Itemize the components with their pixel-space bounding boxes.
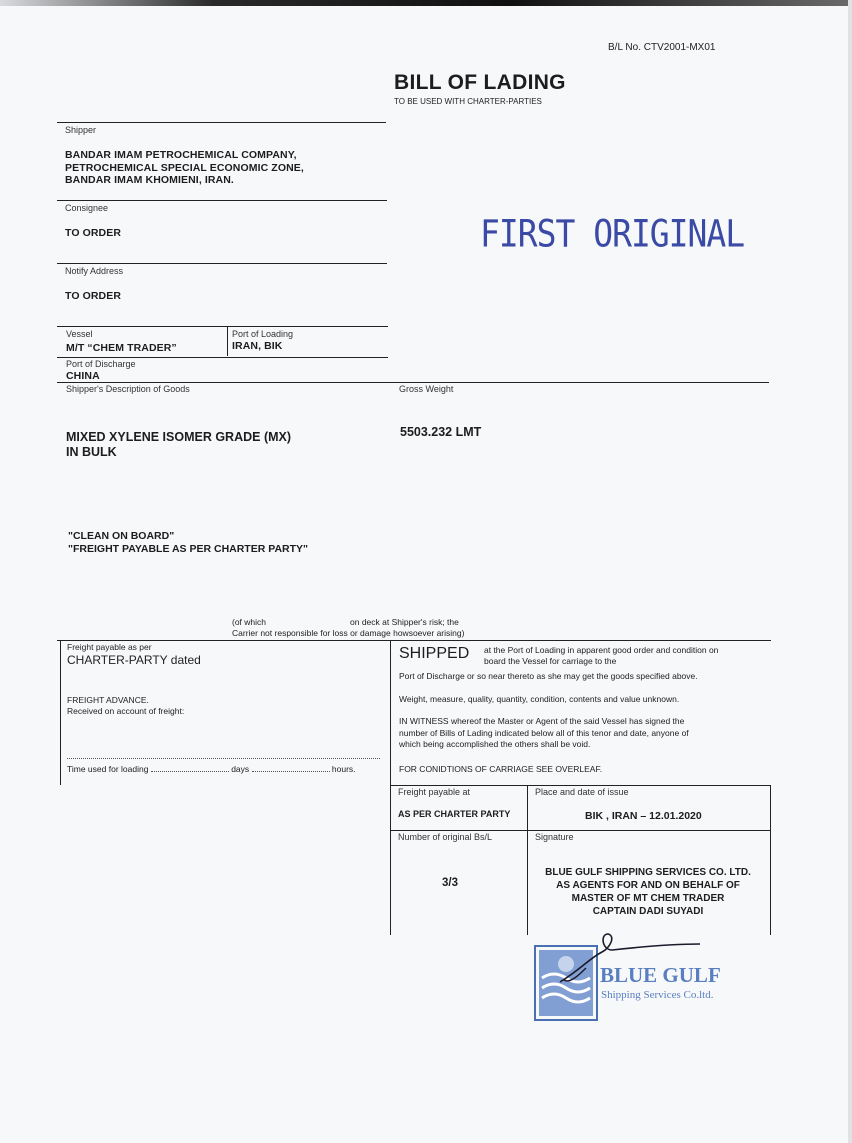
goods-label: Shipper's Description of Goods (66, 384, 190, 394)
divider (390, 640, 391, 935)
deck-note-on-deck: on deck at Shipper's risk; the (350, 617, 459, 627)
vessel-value: M/T “CHEM TRADER” (66, 342, 177, 354)
conditions-text: FOR CONIDTIONS OF CARRIAGE SEE OVERLEAF. (399, 764, 603, 774)
signature-text: BLUE GULF SHIPPING SERVICES CO. LTD. AS AGENTS FOR AND ON BEHALF OF MASTER OF MT CHEM TRADER CAPTAIN DADI SUYADI (545, 867, 751, 917)
divider (227, 326, 228, 356)
gross-weight-value: 5503.232 LMT (400, 425, 482, 439)
divider (57, 122, 386, 123)
divider (390, 785, 771, 786)
shipper-value: BANDAR IMAM PETROCHEMICAL COMPANY, PETROCHEMICAL SPECIAL ECONOMIC ZONE, BANDAR IMAM KHOMIENI, IRAN. (65, 149, 304, 186)
clauses: "CLEAN ON BOARD" "FREIGHT PAYABLE AS PER CHARTER PARTY" (68, 530, 309, 555)
freight-payable-at-value: AS PER CHARTER PARTY (398, 809, 511, 819)
port-loading-label: Port of Loading (232, 329, 294, 339)
divider (57, 200, 387, 201)
originals-label: Number of original Bs/L (398, 832, 493, 842)
shipped-text: at the Port of Loading in apparent good order and condition on board the Vessel for carriage to the (484, 645, 719, 666)
place-date-label: Place and date of issue (535, 787, 629, 797)
consignee-value: TO ORDER (65, 227, 122, 239)
divider (770, 785, 771, 935)
first-original-stamp: FIRST ORIGINAL (480, 211, 745, 256)
blue-gulf-logo (530, 930, 770, 1030)
charter-party-dated: CHARTER-PARTY dated (67, 653, 201, 667)
svg-text:Shipping Services Co.ltd.: Shipping Services Co.ltd. (601, 989, 714, 1001)
port-loading-value: IRAN, BIK (232, 340, 283, 352)
freight-label: Freight payable as per (67, 642, 152, 652)
document-subtitle: TO BE USED WITH CHARTER-PARTIES (394, 97, 542, 106)
shipper-label: Shipper (65, 125, 97, 135)
witness-text: IN WITNESS whereof the Master or Agent of the said Vessel has signed the number of Bills of Lading indicated below all of this tenor and date, anyone of which being accomplished the others shall be void. (399, 716, 689, 749)
originals-value: 3/3 (442, 877, 458, 889)
vessel-label: Vessel (66, 329, 93, 339)
divider (57, 263, 387, 264)
divider (57, 640, 771, 641)
bl-number: B/L No. CTV2001-MX01 (608, 42, 716, 53)
goods-description: MIXED XYLENE ISOMER GRADE (MX) IN BULK (66, 430, 292, 459)
place-date-value: BIK , IRAN – 12.01.2020 (585, 810, 702, 822)
notify-value: TO ORDER (65, 290, 122, 302)
shipped-heading: SHIPPED (399, 645, 470, 662)
divider (57, 357, 388, 358)
divider (60, 640, 61, 785)
svg-text:BLUE GULF: BLUE GULF (600, 963, 721, 987)
divider (390, 830, 771, 831)
freight-received: Received on account of freight: (67, 706, 185, 716)
time-used-line: Time used for loading days hours. (67, 764, 356, 774)
consignee-label: Consignee (65, 203, 109, 213)
dotted-rule (67, 757, 380, 759)
notify-label: Notify Address (65, 266, 124, 276)
shipped-p2: Weight, measure, quality, quantity, condition, contents and value unknown. (399, 694, 680, 704)
signature-label: Signature (535, 832, 574, 842)
company-stamp (530, 930, 770, 1035)
port-discharge-label: Port of Discharge (66, 359, 136, 369)
freight-advance: FREIGHT ADVANCE. (67, 695, 149, 705)
shipped-p1: Port of Discharge or so near thereto as she may get the goods specified above. (399, 671, 698, 681)
port-discharge-value: CHINA (66, 370, 100, 382)
freight-payable-at-label: Freight payable at (398, 787, 471, 797)
scan-top-edge (0, 0, 852, 6)
document-title: BILL OF LADING (394, 71, 566, 94)
deck-note-carrier: Carrier not responsible for loss or damage howsoever arising) (232, 628, 465, 638)
gross-weight-label: Gross Weight (399, 384, 454, 394)
scan-right-edge (848, 0, 852, 1143)
deck-note-of-which: (of which (232, 617, 267, 627)
divider (57, 382, 769, 383)
divider (57, 326, 388, 327)
